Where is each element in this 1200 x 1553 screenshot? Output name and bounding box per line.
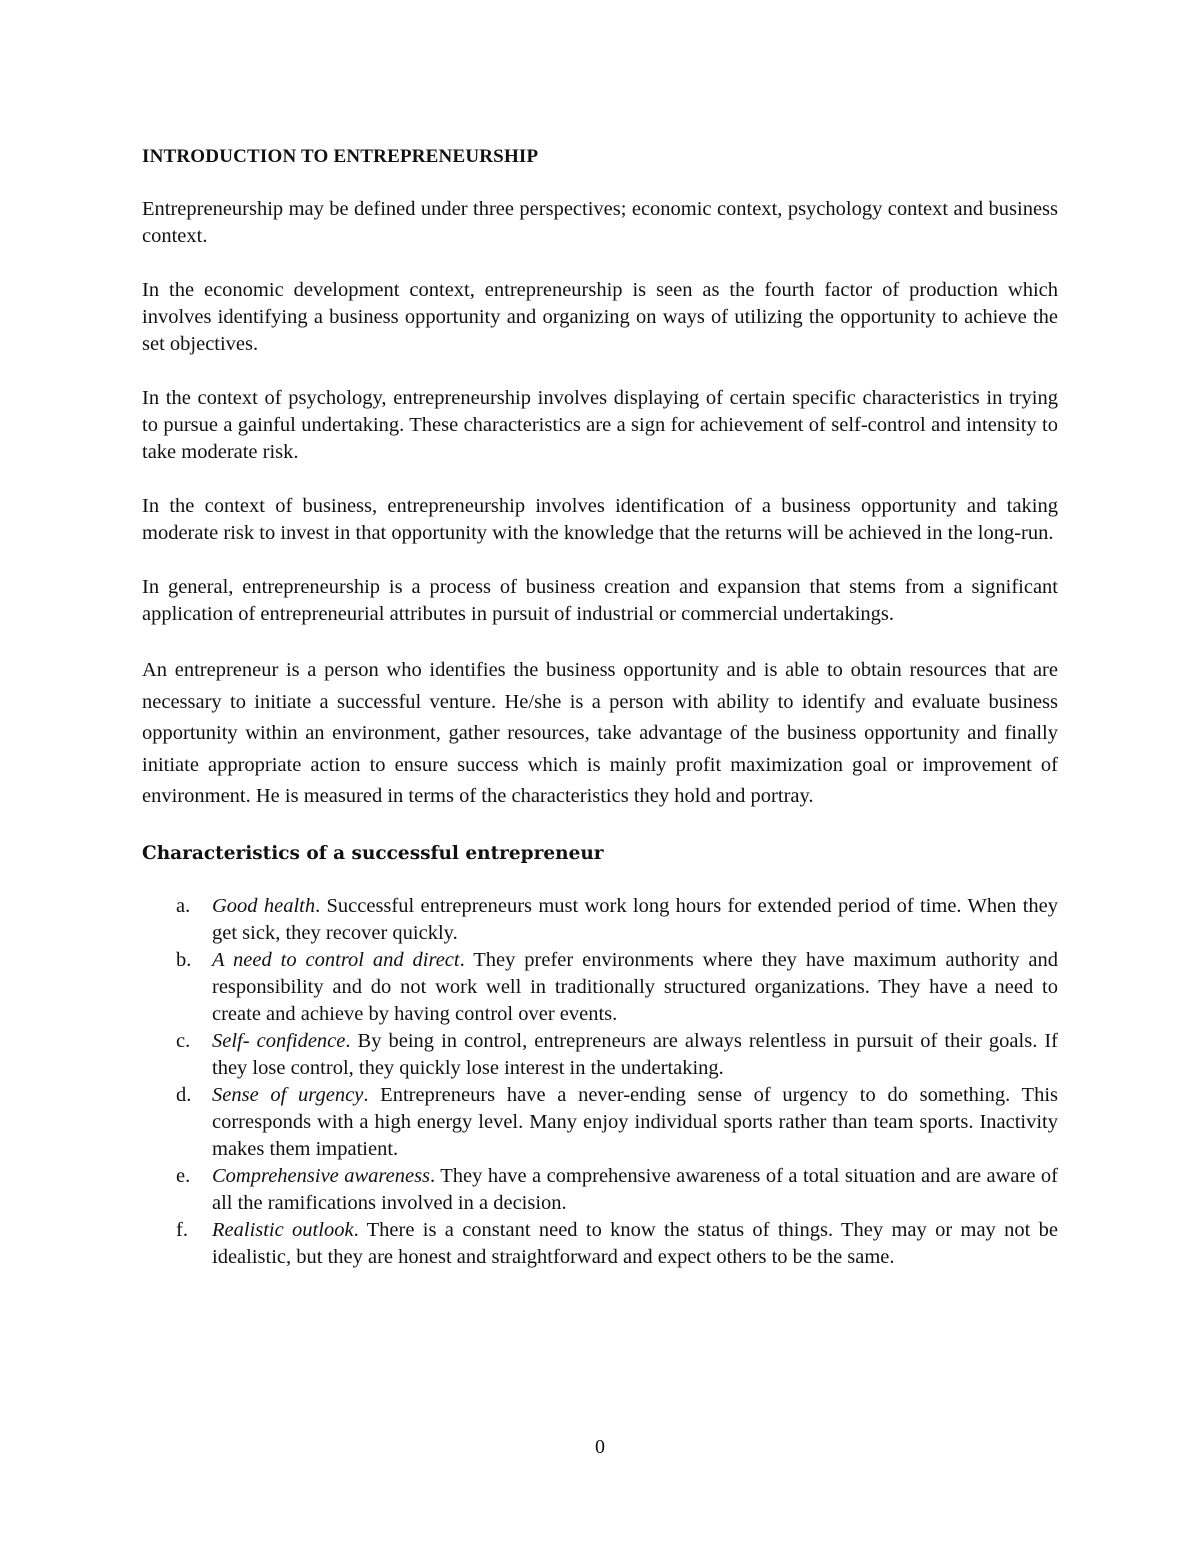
paragraph-economic-context: In the economic development context, entrepreneurship is seen as the fourth factor of production which involves identifying a business opportunity and organizing on ways of utilizing the opportunity to achieve the set objectives. — [142, 279, 1058, 355]
list-item — [176, 947, 1058, 1028]
paragraph-entrepreneur-definition: An entrepreneur is a person who identifies the business opportunity and is able to obtain resources that are necessary to initiate a successful venture. He/she is a person with ability to identify and evaluate business opportunity within an environment, gather resources, take advantage of the business opportunity and finally initiate appropriate action to ensure success which is mainly profit maximization goal or improvement of environment. He is measured in terms of the characteristics they hold and portray. — [142, 659, 1058, 807]
characteristic-text: . They prefer environments where they have maximum authority and responsibility and do not work well in traditionally structured organizations. They have a need to create and achieve by having control over events. — [212, 948, 1058, 1025]
characteristic-text: . Entrepreneurs have a never-ending sense of urgency to do something. This corresponds with a high energy level. Many enjoy individual sports rather than team sports. Inactivity makes them impatient. — [212, 1083, 1059, 1160]
characteristic-term: Realistic outlook — [212, 1218, 354, 1241]
document-body — [142, 143, 1058, 1271]
list-item — [176, 1217, 1058, 1271]
list-marker: f. — [176, 1218, 188, 1241]
list-marker: a. — [176, 894, 191, 917]
paragraph-business-context: In the context of business, entrepreneurship involves identification of a business opportunity and taking moderate risk to invest in that opportunity with the knowledge that the returns will be achieved in the long-run. — [142, 495, 1058, 544]
list-item — [176, 1163, 1058, 1217]
characteristic-text: . By being in control, entrepreneurs are always relentless in pursuit of their goals. If they lose control, they quickly lose interest in the undertaking. — [212, 1029, 1058, 1079]
characteristic-term: Self- confidence — [212, 1029, 346, 1052]
page-number: 0 — [595, 1436, 605, 1458]
list-marker: c. — [176, 1029, 191, 1052]
paragraph-psychology-context: In the context of psychology, entrepreneurship involves displaying of certain specific characteristics in trying to pursue a gainful undertaking. These characteristics are a sign for achievement of self-control and intensity to take moderate risk. — [142, 387, 1058, 463]
characteristic-text: . Successful entrepreneurs must work long hours for extended period of time. When they get sick, they recover quickly. — [212, 894, 1059, 944]
characteristic-term: Sense of urgency — [212, 1083, 364, 1106]
list-item — [176, 1028, 1058, 1082]
paragraph-general-definition: In general, entrepreneurship is a process of business creation and expansion that stems from a significant application of entrepreneurial attributes in pursuit of industrial or commercial undertakings. — [142, 576, 1058, 625]
characteristic-text: . They have a comprehensive awareness of a total situation and are aware of all the ramifications involved in a decision. — [212, 1164, 1058, 1214]
characteristics-list — [142, 893, 1058, 1271]
characteristic-term: Good health — [212, 894, 316, 917]
characteristic-term: Comprehensive awareness — [212, 1164, 431, 1187]
list-marker: e. — [176, 1164, 191, 1187]
paragraph-definition: Entrepreneurship may be defined under three perspectives; economic context, psychology context and business context. — [142, 198, 1058, 247]
characteristics-heading: Characteristics of a successful entrepreneur — [142, 842, 604, 864]
list-marker: b. — [176, 948, 192, 971]
list-item — [176, 1082, 1059, 1163]
list-item — [176, 893, 1059, 947]
list-marker: d. — [176, 1083, 192, 1106]
characteristic-text: . There is a constant need to know the status of things. They may or may not be idealistic, but they are honest and straightforward and expect others to be the same. — [212, 1218, 1058, 1268]
document-title: INTRODUCTION TO ENTREPRENEURSHIP — [142, 146, 539, 167]
characteristic-term: A need to control and direct — [212, 948, 460, 971]
